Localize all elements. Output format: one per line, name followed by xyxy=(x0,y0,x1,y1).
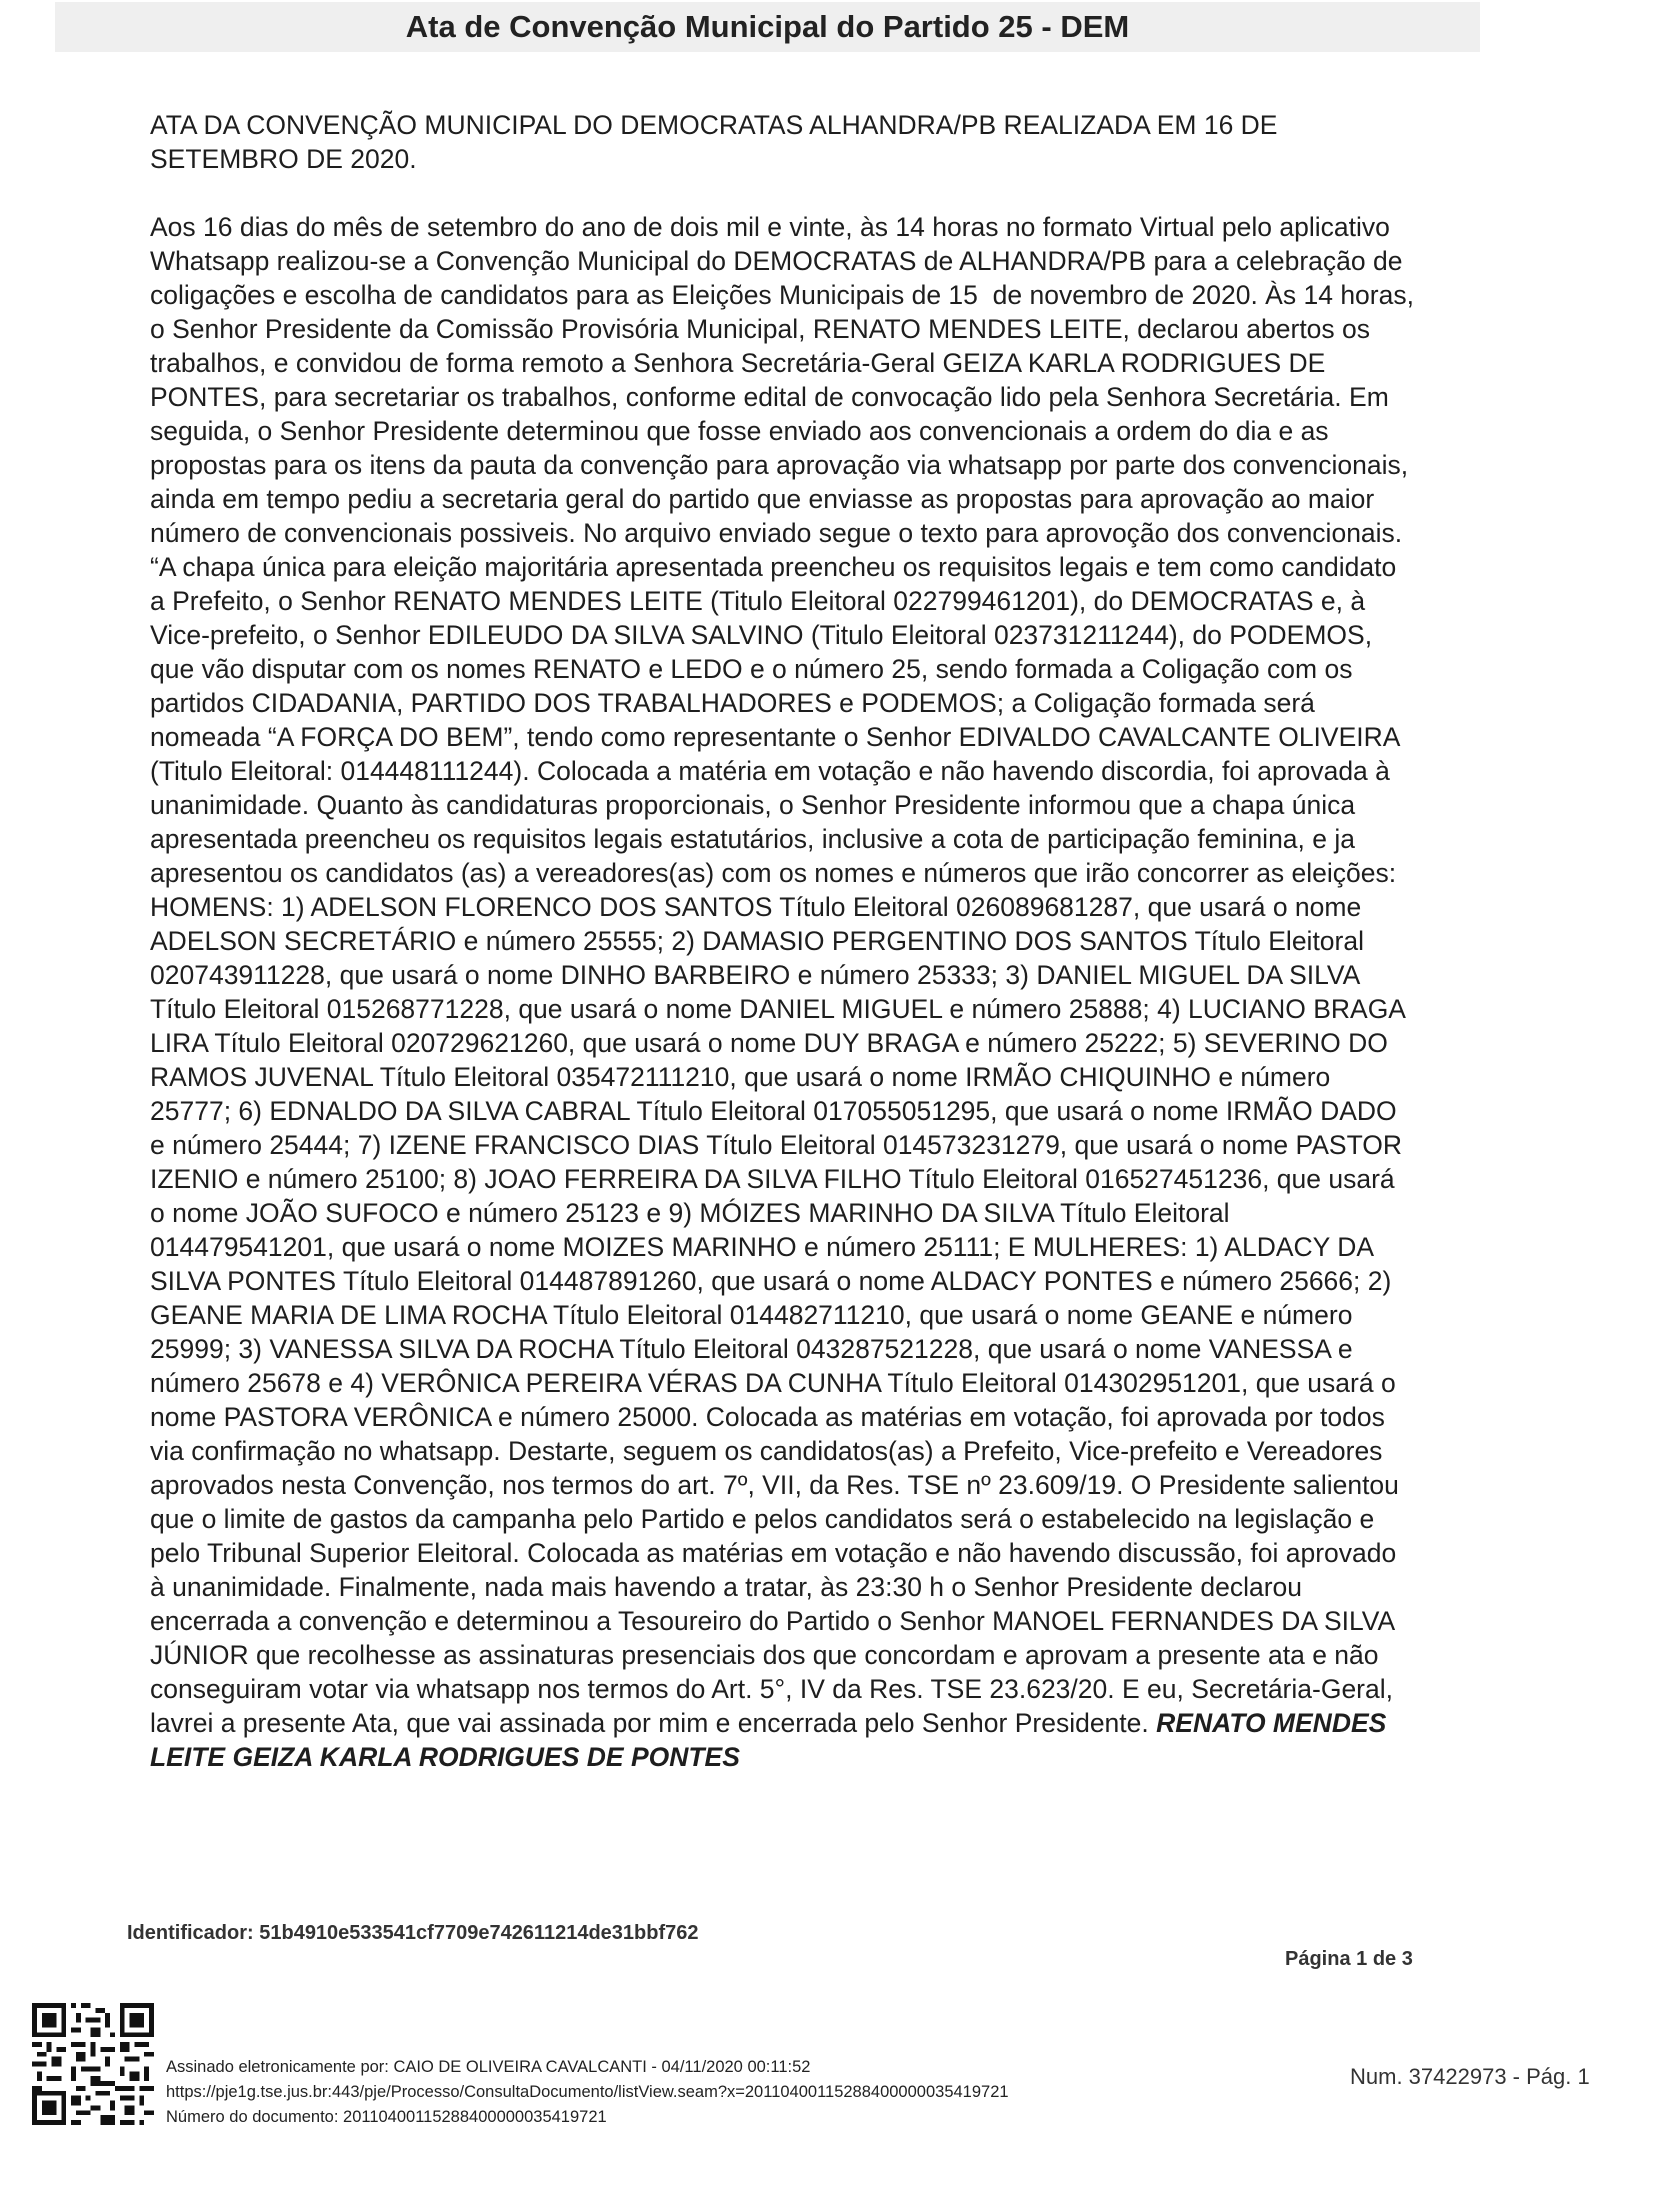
document-num-label: Num. 37422973 - Pág. 1 xyxy=(1350,2064,1590,2089)
document-title: Ata de Convenção Municipal do Partido 25 - DEM xyxy=(405,9,1130,44)
document-identifier: Identificador: 51b4910e533541cf7709e742611214de31bbf762 xyxy=(127,1922,699,1944)
page-indicator: Página 1 de 3 xyxy=(1285,1948,1413,1970)
document-number-line: Número do documento: 20110400115288400000035419721 xyxy=(166,2108,607,2126)
document-title-bar xyxy=(55,2,1480,52)
document-heading: ATA DA CONVENÇÃO MUNICIPAL DO DEMOCRATAS ALHANDRA/PB REALIZADA EM 16 DE SETEMBRO DE 2020. xyxy=(150,110,1285,174)
electronic-signature-block xyxy=(166,2055,1009,2130)
signatories: RENATO MENDES LEITE GEIZA KARLA RODRIGUES DE PONTES xyxy=(150,1708,1394,1772)
document-body xyxy=(150,108,1422,1774)
signed-by-line: Assinado eletronicamente por: CAIO DE OLIVEIRA CAVALCANTI - 04/11/2020 00:11:52 xyxy=(166,2058,811,2076)
document-url[interactable]: https://pje1g.tse.jus.br:443/pje/Processo/ConsultaDocumento/listView.seam?x=20110400115288400000035419721 xyxy=(166,2083,1009,2101)
document-paragraph xyxy=(150,210,1422,1774)
qr-code-icon xyxy=(32,2003,154,2125)
paragraph-text: Aos 16 dias do mês de setembro do ano de dois mil e vinte, às 14 horas no formato Virtual pelo aplicativo Whatsapp realizou-se a Convenção Municipal do DEMOCRATAS de ALHANDRA/PB para a celebração de coligações e escolha de candidatos para as Eleições Municipais de 15 de novembro de 2020. Às 14 horas, o Senhor Presidente da Comissão Provisória Municipal, RENATO MENDES LEITE, declarou abertos os trabalhos, e convidou de forma remoto a Senhora Secretária-Geral GEIZA KARLA RODRIGUES DE PONTES, para secretariar os trabalhos, conforme edital de convocação lido pela Senhora Secretária. Em seguida, o Senhor Presidente determinou que fosse enviado aos convencionais a ordem do dia e as propostas para os itens da pauta da convenção para aprovação via whatsapp por parte dos convencionais, ainda em tempo pediu a secretaria geral do partido que enviasse as propostas para aprovação ao maior número de convencionais possiveis. No arquivo enviado segue o texto para aprovoção dos convencionais. “A chapa única para eleição majoritária apresentada preencheu os requisitos legais e tem como candidato a Prefeito, o Senhor RENATO MENDES LEITE (Titulo Eleitoral 022799461201), do DEMOCRATAS e, à Vice-prefeito, o Senhor EDILEUDO DA SILVA SALVINO (Titulo Eleitoral 023731211244), do PODEMOS, que vão disputar com os nomes RENATO e LEDO e o número 25, sendo formada a Coligação com os partidos CIDADANIA, PARTIDO DOS TRABALHADORES e PODEMOS; a Coligação formada será nomeada “A FORÇA DO BEM”, tendo como representante o Senhor EDIVALDO CAVALCANTE OLIVEIRA (Titulo Eleitoral: 014448111244). Colocada a matéria em votação e não havendo discordia, foi aprovada à unanimidade. Quanto às candidaturas proporcionais, o Senhor Presidente informou que a chapa única apresentada preencheu os requisitos legais estatutários, inclusive a cota de participação feminina, e ja apresentou os candidatos (as) a vereadores(as) com os nomes e números que irão concorrer as eleições: HOMENS: 1) ADELSON FLORENCO DOS SANTOS Título Eleitoral 026089681287, que usará o nome ADELSON SECRETÁRIO e número 25555; 2) DAMASIO PERGENTINO DOS SANTOS Título Eleitoral 020743911228, que usará o nome DINHO BARBEIRO e número 25333; 3) DANIEL MIGUEL DA SILVA Título Eleitoral 015268771228, que usará o nome DANIEL MIGUEL e número 25888; 4) LUCIANO BRAGA LIRA Título Eleitoral 020729621260, que usará o nome DUY BRAGA e número 25222; 5) SEVERINO DO RAMOS JUVENAL Título Eleitoral 035472111210, que usará o nome IRMÃO CHIQUINHO e número 25777; 6) EDNALDO DA SILVA CABRAL Título Eleitoral 017055051295, que usará o nome IRMÃO DADO e número 25444; 7) IZENE FRANCISCO DIAS Título Eleitoral 014573231279, que usará o nome PASTOR IZENIO e número 25100; 8) JOAO FERREIRA DA SILVA FILHO Título Eleitoral 016527451236, que usará o nome JOÃO SUFOCO e número 25123 e 9) MÓIZES MARINHO DA SILVA Título Eleitoral 014479541201, que usará o nome MOIZES MARINHO e número 25111; E MULHERES: 1) ALDACY DA SILVA PONTES Título Eleitoral 014487891260, que usará o nome ALDACY PONTES e número 25666; 2) GEANE MARIA DE LIMA ROCHA Título Eleitoral 014482711210, que usará o nome GEANE e número 25999; 3) VANESSA SILVA DA ROCHA Título Eleitoral 043287521228, que usará o nome VANESSA e número 25678 e 4) VERÔNICA PEREIRA VÉRAS DA CUNHA Título Eleitoral 014302951201, que usará o nome PASTORA VERÔNICA e número 25000. Colocada as matérias em votação, foi aprovada por todos via confirmação no whatsapp. Destarte, seguem os candidatos(as) a Prefeito, Vice-prefeito e Vereadores aprovados nesta Convenção, nos termos do art. 7º, VII, da Res. TSE nº 23.609/19. O Presidente salientou que o limite de gastos da campanha pelo Partido e pelos candidatos será o estabelecido na legislação e pelo Tribunal Superior Eleitoral. Colocada as matérias em votação e não havendo discussão, foi aprovado à unanimidade. Finalmente, nada mais havendo a tratar, às 23:30 h o Senhor Presidente declarou encerrada a convenção e determinou a Tesoureiro do Partido o Senhor MANOEL FERNANDES DA SILVA JÚNIOR que recolhesse as assinaturas presenciais dos que concordam e aprovam a presente ata e não conseguiram votar via whatsapp nos termos do Art. 5°, IV da Res. TSE 23.623/20. E eu, Secretária-Geral, lavrei a presente Ata, que vai assinada por mim e encerrada pelo Senhor Presidente. xyxy=(150,212,1422,1738)
